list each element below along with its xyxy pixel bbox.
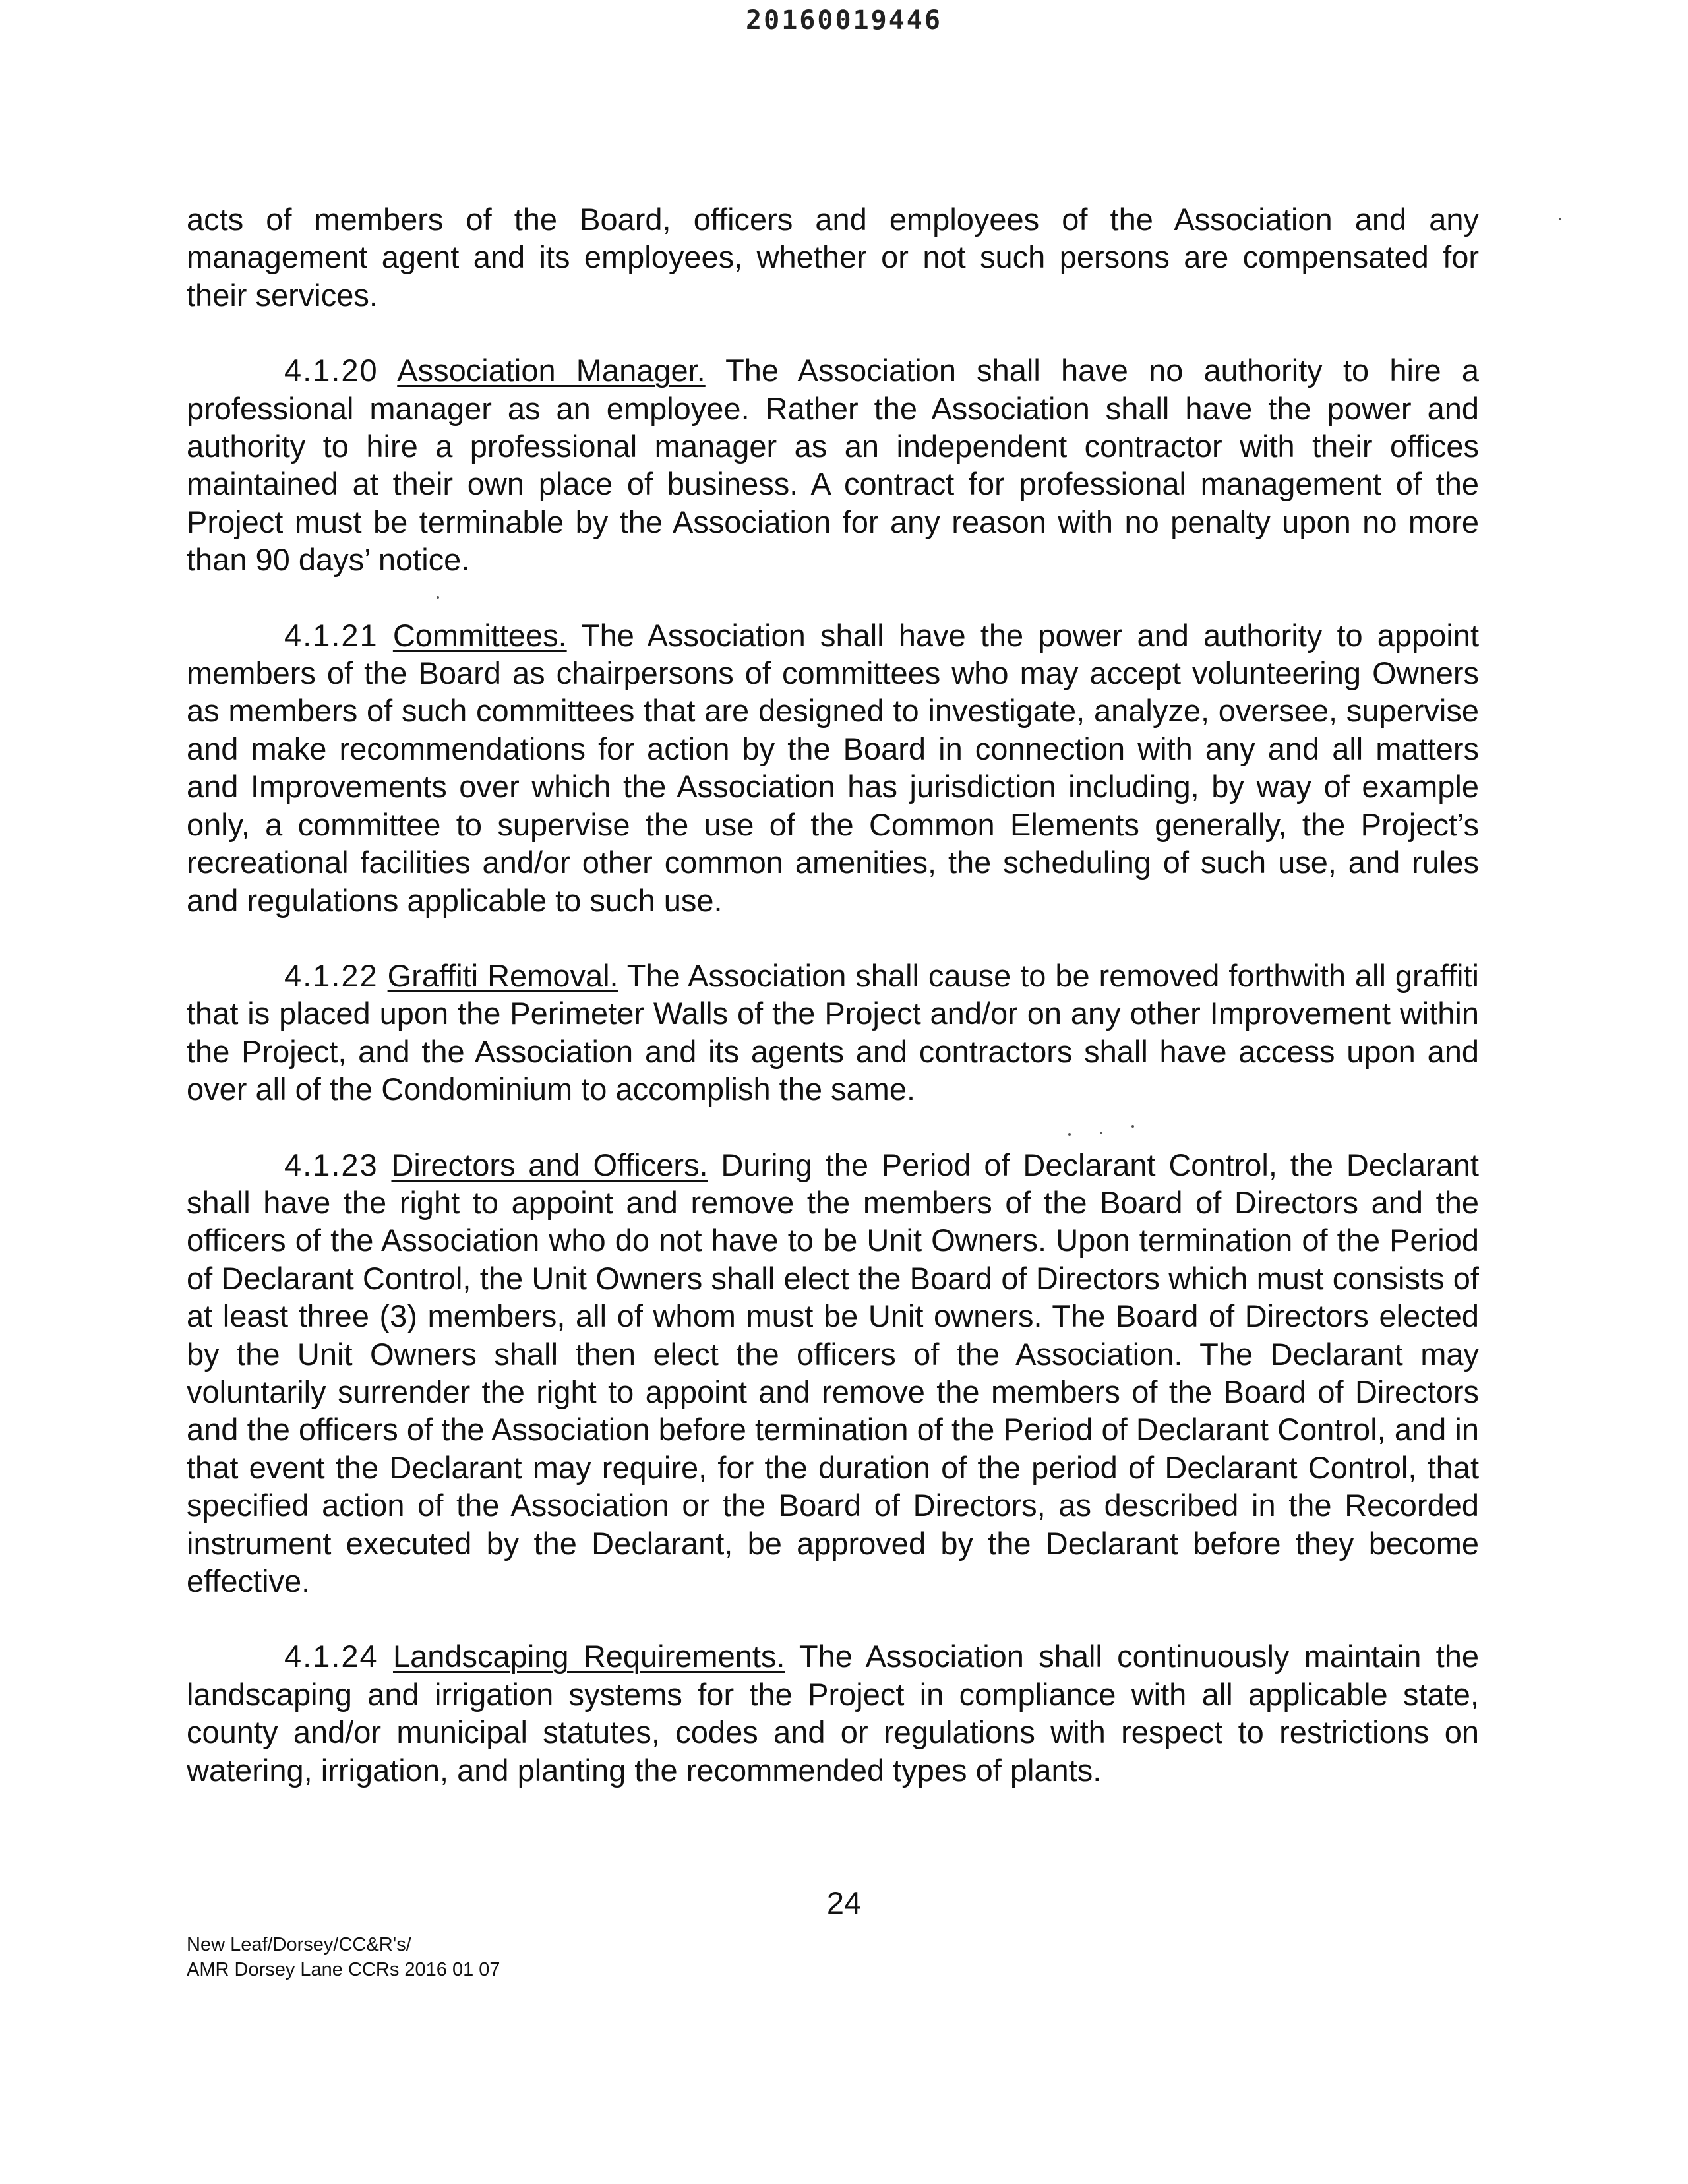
section-4-1-20 (187, 351, 1479, 578)
section-heading: Landscaping Requirements. (392, 1639, 785, 1674)
scan-speck (1100, 1132, 1102, 1134)
intro-paragraph: acts of members of the Board, officers and employees of the Association and any management agent and its employees, whether or not such persons are compensated for their services. (187, 202, 1479, 313)
section-text: The Association shall have the power and authority to appoint members of the Board as chairpersons of committees who may accept volunteering Owners as members of such committees that are designed to investigate, analyze, oversee, supervise and make recommendations for action by the Board in connection with any and all matters and Improvements over which the Association has jurisdiction including, by way of example only, a committee to supervise the use of the Common Elements generally, the Project’s recreational facilities and/or other common amenities, the scheduling of such use, and rules and regulations applicable to such use. (187, 617, 1479, 918)
scan-speck (437, 596, 439, 599)
section-heading: Graffiti Removal. (387, 957, 618, 993)
footer-line-2: AMR Dorsey Lane CCRs 2016 01 07 (187, 1959, 500, 1980)
section-number: 4.1.20 (284, 353, 378, 388)
section-text: The Association shall have no authority to hire a professional manager as an employee. Rather the Association shall have the power and authority to hire a professional manager as an independent contractor with their offices maintained at their own place of business. A contract for professional management of the Project must be terminable by the Association for any reason with no penalty upon no more than 90 days’ notice. (187, 353, 1479, 578)
scan-speck (1068, 1133, 1071, 1136)
section-text: During the Period of Declarant Control, the Declarant shall have the right to appoint and remove the members of the Board of Directors and the officers of the Association who do not have to be Unit Owners. Upon termination of the Period of Declarant Control, the Unit Owners shall elect the Board of Directors which must consists of at least three (3) members, all of whom must be Unit owners. The Board of Directors elected by the Unit Owners shall then elect the officers of the Association. The Declarant may voluntarily surrender the right to appoint and remove the members of the Board of Directors and the officers of the Association before termination of the Period of Declarant Control, and in that event the Declarant may require, for the duration of the period of Declarant Control, that specified action of the Association or the Board of Directors, as described in the Recorded instrument executed by the Declarant, be approved by the Declarant before they become effective. (187, 1147, 1479, 1598)
document-body (187, 200, 1479, 1827)
section-text: The Association shall cause to be removed forthwith all graffiti that is placed upon the Perimeter Walls of the Project and/or on any other Improvement within the Project, and the Association and its agents and contractors shall have access upon and over all of the Condominium to accomplish the same. (187, 957, 1479, 1107)
section-4-1-24 (187, 1637, 1479, 1789)
section-heading: Association Manager. (397, 353, 706, 388)
section-4-1-22 (187, 957, 1479, 1108)
footer-line-1: New Leaf/Dorsey/CC&R's/ (187, 1934, 411, 1955)
section-number: 4.1.24 (284, 1639, 378, 1674)
section-number: 4.1.23 (284, 1147, 378, 1182)
section-text: The Association shall continuously maintain the landscaping and irrigation systems for the Project in compliance with all applicable state, county and/or municipal statutes, codes and or regulations with respect to restrictions on watering, irrigation, and planting the recommended types of plants. (187, 1639, 1479, 1788)
footer-file-reference (187, 1932, 500, 1982)
scan-speck (1131, 1125, 1134, 1128)
section-heading: Directors and Officers. (391, 1147, 708, 1182)
section-heading: Committees. (392, 617, 567, 653)
section-4-1-23 (187, 1146, 1479, 1600)
page-number: 24 (826, 1885, 862, 1920)
section-number: 4.1.22 (284, 957, 378, 993)
document-number: 20160019446 (746, 5, 942, 36)
section-number: 4.1.21 (284, 617, 378, 653)
scan-speck (1559, 218, 1561, 220)
section-4-1-21 (187, 617, 1479, 919)
